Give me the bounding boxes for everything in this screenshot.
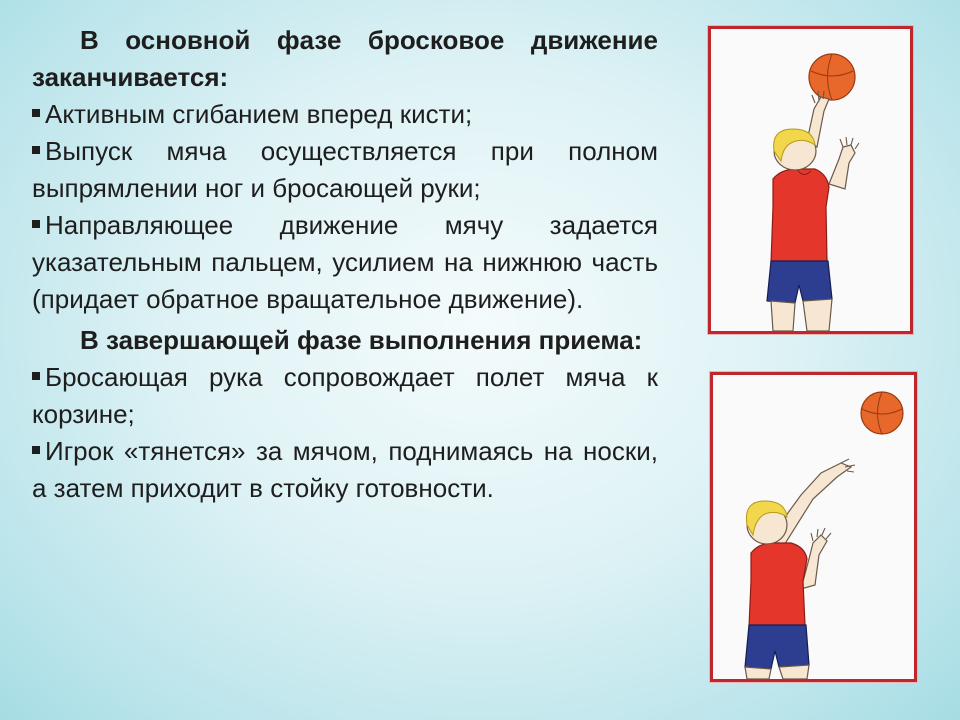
bullet-marker-icon xyxy=(32,372,40,380)
bullet-item xyxy=(32,433,658,507)
bullet-text: Бросающая рука сопровождает полет мяча к корзине; xyxy=(32,362,658,429)
section1-heading: В основной фазе бросковое движение заканчивается: xyxy=(32,25,658,92)
bullet-marker-icon xyxy=(32,109,40,117)
bullet-item xyxy=(32,133,658,207)
illustration-frame-release xyxy=(708,26,913,334)
bullet-text: Направляющее движение мячу задается указательным пальцем, усилием на нижнюю часть (придает обратное вращательное движение). xyxy=(32,210,658,314)
illustration-frame-follow-through xyxy=(710,372,917,682)
bullet-marker-icon xyxy=(32,220,40,228)
text-column xyxy=(32,22,658,507)
bullet-item xyxy=(32,96,658,133)
bullet-marker-icon xyxy=(32,446,40,454)
bullet-item xyxy=(32,207,658,318)
bullet-item xyxy=(32,359,658,433)
basketball-player-follow-through-illustration xyxy=(713,375,914,679)
bullet-text: Выпуск мяча осуществляется при полном выпрямлении ног и бросающей руки; xyxy=(32,136,658,203)
bullet-text: Игрок «тянется» за мячом, поднимаясь на носки, а затем приходит в стойку готовности. xyxy=(32,436,658,503)
bullet-text: Активным сгибанием вперед кисти; xyxy=(45,99,473,129)
bullet-marker-icon xyxy=(32,146,40,154)
section2-heading: В завершающей фазе выполнения приема: xyxy=(80,325,643,355)
basketball-player-release-illustration xyxy=(711,29,910,331)
